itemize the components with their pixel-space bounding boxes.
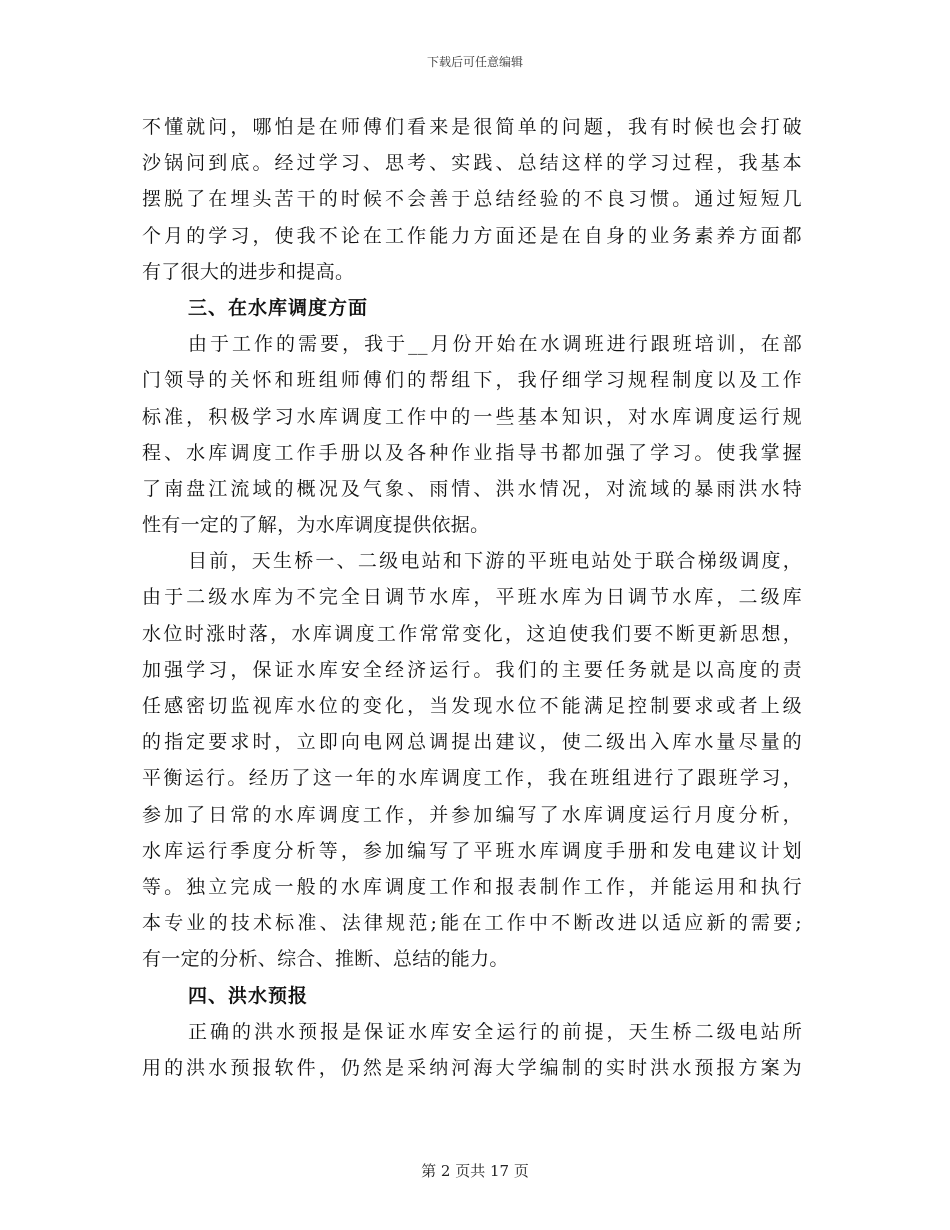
text-line: 摆脱了在埋头苦干的时候不会善于总结经验的不良习惯。通过短短几 (142, 188, 802, 211)
text-line: 由于二级水库为不完全日调节水库，平班水库为日调节水库，二级库 (142, 586, 802, 609)
document-body (142, 109, 802, 1086)
text-line: 程、水库调度工作手册以及各种作业指导书都加强了学习。使我掌握 (142, 441, 802, 464)
text-line: 平衡运行。经历了这一年的水库调度工作，我在班组进行了跟班学习， (142, 767, 802, 790)
text-line: 沙锅问到底。经过学习、思考、实践、总结这样的学习过程，我基本 (142, 152, 802, 175)
text-line: 不懂就问，哪怕是在师傅们看来是很简单的问题，我有时候也会打破 (142, 116, 802, 138)
text-line: 正确的洪水预报是保证水库安全运行的前提，天生桥二级电站所 (188, 1020, 802, 1043)
header-note: 下载后可任意编辑 (426, 55, 523, 69)
text-line: 由于工作的需要，我于__月份开始在水调班进行跟班培训，在部 (188, 333, 802, 356)
text-line: 水库运行季度分析等，参加编写了平班水库调度手册和发电建议计划 (142, 839, 802, 862)
text-line: 个月的学习，使我不论在工作能力方面还是在自身的业务素养方面都 (142, 224, 802, 247)
text-line: 加强学习，保证水库安全经济运行。我们的主要任务就是以高度的责 (142, 658, 802, 681)
text-line: 有了很大的进步和提高。 (142, 260, 355, 283)
text-line: 有一定的分析、综合、推断、总结的能力。 (142, 948, 509, 971)
text-line: 本专业的技术标准、法律规范;能在工作中不断改进以适应新的需要; (142, 912, 802, 935)
text-line: 参加了日常的水库调度工作，并参加编写了水库调度运行月度分析， (142, 803, 802, 826)
page-number: 第 2 页共 17 页 (421, 1162, 529, 1180)
text-line: 的指定要求时，立即向电网总调提出建议，使二级出入库水量尽量的 (142, 731, 802, 754)
paragraph (142, 326, 802, 543)
text-line: 水位时涨时落，水库调度工作常常变化，这迫使我们要不断更新思想， (142, 622, 802, 645)
section-heading: 四、洪水预报 (188, 984, 309, 1007)
text-line: 性有一定的了解，为水库调度提供依据。 (142, 514, 490, 537)
paragraph (142, 543, 802, 977)
text-line: 了南盘江流域的概况及气象、雨情、洪水情况，对流域的暴雨洪水特 (142, 477, 802, 500)
paragraph (142, 1014, 802, 1086)
text-line: 目前，天生桥一、二级电站和下游的平班电站处于联合梯级调度， (188, 550, 802, 573)
text-line: 标准，积极学习水库调度工作中的一些基本知识，对水库调度运行规 (142, 405, 802, 428)
text-line: 用的洪水预报软件，仍然是采纳河海大学编制的实时洪水预报方案为 (142, 1056, 802, 1079)
section-heading: 三、在水库调度方面 (188, 296, 369, 319)
text-line: 等。独立完成一般的水库调度工作和报表制作工作，并能运用和执行 (142, 875, 802, 898)
text-line: 任感密切监视库水位的变化，当发现水位不能满足控制要求或者上级 (142, 695, 802, 717)
paragraph (142, 109, 802, 290)
text-line: 门领导的关怀和班组师傅们的帮组下，我仔细学习规程制度以及工作 (142, 369, 802, 392)
